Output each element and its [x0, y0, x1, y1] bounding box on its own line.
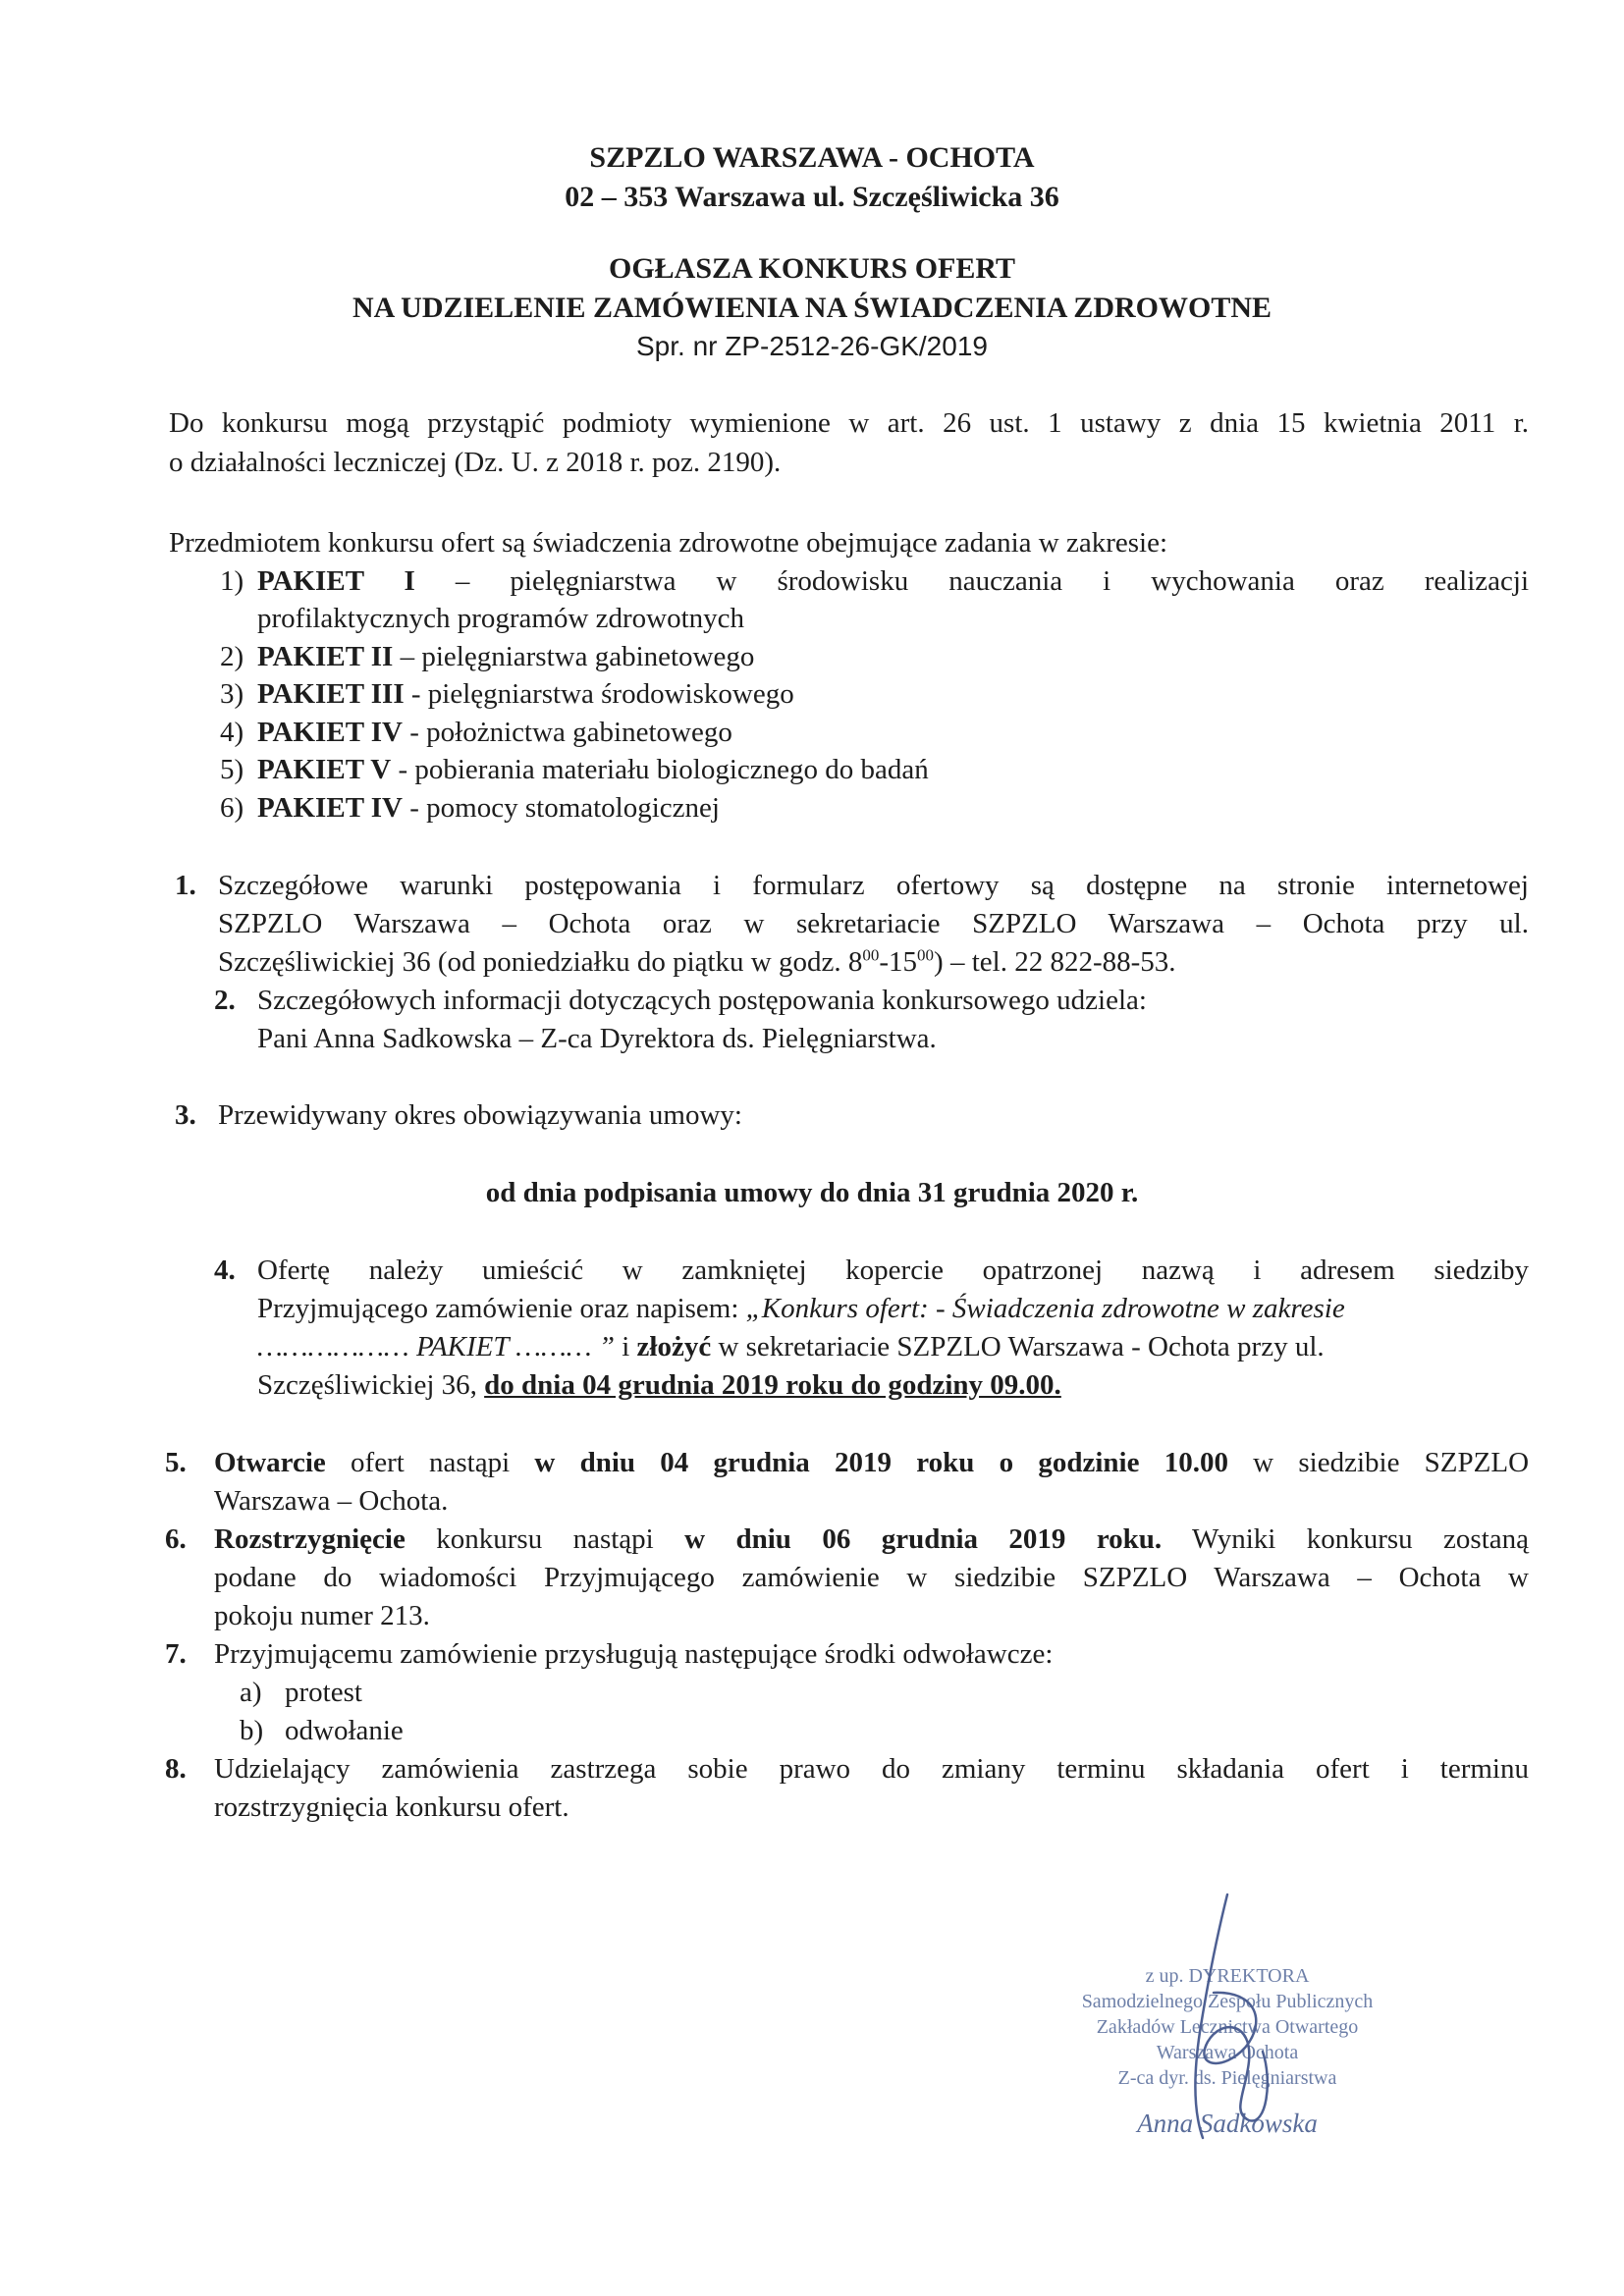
package-number: 2) [220, 641, 244, 672]
package-name: PAKIET V [257, 754, 392, 785]
package-name: PAKIET III [257, 678, 405, 710]
signature-name: Anna Sadkowska [1137, 2109, 1318, 2138]
subject-lead: Przedmiotem konkursu ofert są świadczenia zdrowotne obejmujące zadania w zakresie: [169, 527, 1168, 559]
point-number: 3. [175, 1099, 196, 1131]
point-number: 7. [165, 1638, 187, 1670]
point-number: 5. [165, 1447, 187, 1478]
signature-scribble-icon [1021, 1875, 1434, 2169]
package-item: PAKIET IV - położnictwa gabinetowego [257, 717, 732, 748]
package-item: PAKIET IV - pomocy stomatologicznej [257, 792, 720, 824]
announcement-subtitle: NA UDZIELENIE ZAMÓWIENIA NA ŚWIADCZENIA ZDROWOTNE [352, 292, 1272, 324]
point-number: 2. [214, 985, 236, 1016]
point-6-line-1: Rozstrzygnięcie konkursu nastąpi w dniu 06 grudnia 2019 roku. Wyniki konkursu zostaną [214, 1523, 1529, 1555]
remedy-item: odwołanie [285, 1715, 404, 1746]
point-4-line-1: Ofertę należy umieścić w zamkniętej kopercie opatrzonej nazwą i adresem siedziby [257, 1255, 1529, 1286]
package-number: 4) [220, 717, 244, 748]
stamp-line: Warszawa Ochota [1156, 2042, 1299, 2063]
organization-name: SZPZLO WARSZAWA - OCHOTA [589, 141, 1035, 174]
package-description: pielęgniarstwa środowiskowego [427, 678, 794, 710]
stamp-line: Samodzielnego Zespołu Publicznych [1081, 1991, 1374, 2012]
point-number: 1. [175, 870, 196, 901]
point-1-line-2: SZPZLO Warszawa – Ochota oraz w sekretariacie SZPZLO Warszawa – Ochota przy ul. [218, 908, 1529, 939]
package-name: PAKIET IV [257, 792, 403, 824]
announcement-title: OGŁASZA KONKURS OFERT [608, 252, 1016, 285]
organization-address: 02 – 353 Warszawa ul. Szczęśliwicka 36 [565, 181, 1059, 213]
point-8-line-2: rozstrzygnięcia konkursu ofert. [214, 1791, 569, 1823]
stamp-line: Z-ca dyr. ds. Pielęgniarstwa [1117, 2067, 1337, 2089]
package-name: PAKIET II [257, 641, 394, 672]
point-5-line-1: Otwarcie ofert nastąpi w dniu 04 grudnia 2019 roku o godzinie 10.00 w siedzibie SZPZLO [214, 1447, 1530, 1478]
resolution-date: w dniu 06 grudnia 2019 roku. [684, 1523, 1163, 1555]
official-stamp [1021, 1875, 1434, 2169]
intro-line-1: Do konkursu mogą przystąpić podmioty wymienione w art. 26 ust. 1 ustawy z dnia 15 kwietnia 2011 r. [169, 407, 1529, 439]
package-item: PAKIET I – pielęgniarstwa w środowisku nauczania i wychowania oraz realizacji [257, 565, 1530, 597]
point-6-line-3: pokoju numer 213. [214, 1600, 430, 1631]
remedy-item-label: b) [240, 1715, 264, 1746]
package-number: 5) [220, 754, 244, 785]
stamp-line: z up. DYREKTORA [1145, 1965, 1310, 1987]
package-description: pomocy stomatologicznej [426, 792, 720, 824]
package-item: PAKIET V - pobierania materiału biologicznego do badań [257, 754, 929, 785]
submission-deadline: do dnia 04 grudnia 2019 roku do godziny 09.00. [484, 1369, 1061, 1401]
point-6-line-2: podane do wiadomości Przyjmującego zamówienie w siedzibie SZPZLO Warszawa – Ochota w [214, 1562, 1529, 1593]
point-1-line-1: Szczegółowe warunki postępowania i formularz ofertowy są dostępne na stronie internetowej [218, 870, 1529, 901]
point-2-line-2: Pani Anna Sadkowska – Z-ca Dyrektora ds. Pielęgniarstwa. [257, 1023, 937, 1054]
intro-line-2: o działalności leczniczej (Dz. U. z 2018 r. poz. 2190). [169, 447, 782, 478]
package-number: 6) [220, 792, 244, 824]
package-name: PAKIET I [257, 565, 415, 597]
case-number: Spr. nr ZP-2512-26-GK/2019 [636, 331, 988, 361]
package-item: PAKIET II – pielęgniarstwa gabinetowego [257, 641, 755, 672]
point-4-line-3: ……………… PAKIET ……… ” i złożyć w sekretariacie SZPZLO Warszawa - Ochota przy ul. [257, 1331, 1325, 1362]
package-description: pobierania materiału biologicznego do badań [414, 754, 929, 785]
point-3-line-1: Przewidywany okres obowiązywania umowy: [218, 1099, 742, 1131]
package-description-cont: profilaktycznych programów zdrowotnych [257, 603, 745, 634]
point-5-line-2: Warszawa – Ochota. [214, 1485, 449, 1517]
package-number: 1) [220, 565, 244, 597]
package-description: położnictwa gabinetowego [426, 717, 732, 748]
point-number: 8. [165, 1753, 187, 1785]
point-4-line-2: Przyjmującego zamówienie oraz napisem: „Konkurs ofert: - Świadczenia zdrowotne w zakresie [257, 1293, 1345, 1324]
remedy-item: protest [285, 1677, 362, 1708]
point-4-line-4: Szczęśliwickiej 36, do dnia 04 grudnia 2019 roku do godziny 09.00. [257, 1369, 1061, 1401]
point-7-line-1: Przyjmującemu zamówienie przysługują następujące środki odwoławcze: [214, 1638, 1054, 1670]
package-number: 3) [220, 678, 244, 710]
point-2-line-1: Szczegółowych informacji dotyczących postępowania konkursowego udziela: [257, 985, 1147, 1016]
opening-date: w dniu 04 grudnia 2019 roku o godzinie 10.00 [534, 1447, 1228, 1478]
stamp-line: Zakładów Lecznictwa Otwartego [1096, 2016, 1359, 2038]
remedy-item-label: a) [240, 1677, 262, 1708]
package-name: PAKIET IV [257, 717, 403, 748]
package-item: PAKIET III - pielęgniarstwa środowiskowego [257, 678, 794, 710]
point-number: 4. [214, 1255, 236, 1286]
contract-period: od dnia podpisania umowy do dnia 31 grudnia 2020 r. [485, 1177, 1139, 1208]
package-description: pielęgniarstwa w środowisku nauczania i wychowania oraz realizacji [510, 565, 1530, 597]
point-1-line-3: Szczęśliwickiej 36 (od poniedziałku do piątku w godz. $8^{00}-15^{00}$) – tel. 22 822-88-53. [218, 945, 1176, 978]
point-number: 6. [165, 1523, 187, 1555]
point-8-line-1: Udzielający zamówienia zastrzega sobie prawo do zmiany terminu składania ofert i terminu [214, 1753, 1529, 1785]
package-description: pielęgniarstwa gabinetowego [421, 641, 755, 672]
